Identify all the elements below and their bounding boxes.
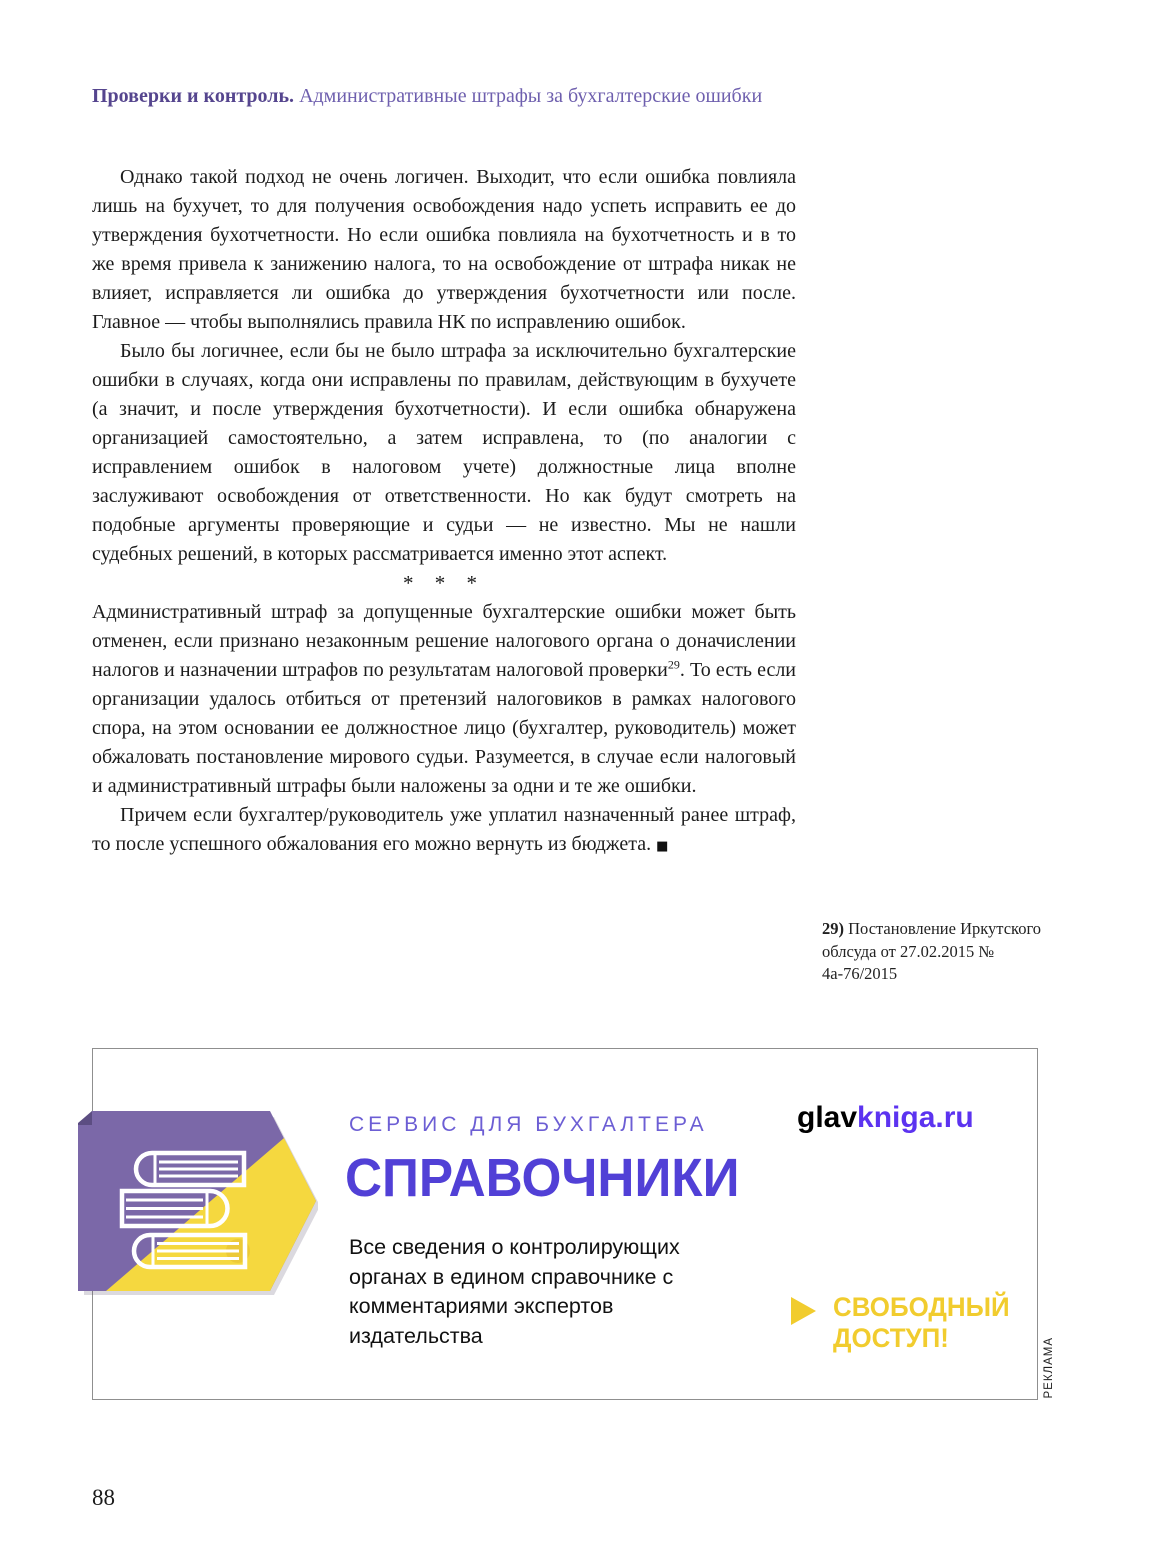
- paragraph-text: Причем если бухгалтер/руководитель уже уплатил назначенный ранее штраф, то после успешного обжалования его можно вернуть из бюджета.: [92, 804, 796, 855]
- paragraph-text: Административный штраф за допущенные бухгалтерские ошибки может быть отменен, если признано незаконным решение налогового органа о доначислении налогов и назначении штрафов по результатам налоговой проверки: [92, 601, 796, 681]
- article-end-mark-icon: ■: [656, 839, 669, 854]
- section-separator: * * *: [403, 571, 485, 595]
- play-icon: [791, 1297, 816, 1325]
- paragraph: Однако такой подход не очень логичен. Выходит, что если ошибка повлияла лишь на бухучет, то для получения освобождения надо успеть исправить ее до утверждения бухотчетности. Но если ошибка повлияла на бухотчетность и в то же время привела к занижению налога, то на освобождение от штрафа никак не влияет, исправляется ли ошибка до утверждения бухотчетности или после. Главное — чтобы выполнялись правила НК по исправлению ошибок.: [92, 166, 796, 333]
- books-stack-icon: [78, 1105, 318, 1295]
- article-title: Административные штрафы за бухгалтерские ошибки: [299, 85, 763, 107]
- ad-description: Все сведения о контролирующих органах в едином справочнике с комментариями экспертов издательства: [349, 1235, 680, 1348]
- page-number: 88: [92, 1485, 115, 1510]
- footnote-reference: 29: [667, 657, 680, 672]
- running-head: [92, 84, 1082, 108]
- paragraph: [92, 598, 796, 801]
- paragraph: Было бы логичнее, если бы не было штрафа за исключительно бухгалтерские ошибки в случаях, когда они исправлены по правилам, действующим в бухучете (а значит, и после утверждения бухотчетности). И если ошибка обнаружена организацией самостоятельно, а затем исправлена, то (по аналогии с исправлением ошибок в налоговом учете) должностные лица вполне заслуживают освобождения от ответственности. Но как будут смотреть на подобные аргументы проверяющие и судьи — не известно. Мы не нашли судебных решений, в которых рассматривается именно этот аспект.: [92, 340, 796, 565]
- free-access-label: [833, 1292, 1010, 1354]
- reklama-label: РЕКЛАМА: [1043, 1337, 1055, 1399]
- site-url[interactable]: [797, 1101, 974, 1135]
- footnote-marker: 29): [822, 919, 844, 938]
- paragraph: [92, 801, 796, 861]
- rubric-label: Проверки и контроль.: [92, 85, 295, 107]
- free-access-callout: [791, 1292, 1017, 1354]
- free-access-line1: СВОБОДНЫЙ: [833, 1292, 1010, 1322]
- footnote-text: Постановление Иркутского облсуда от 27.02.2015 № 4а-76/2015: [822, 919, 1042, 983]
- site-url-part-glav: glav: [797, 1101, 858, 1134]
- ad-banner-glavkniga[interactable]: [92, 1048, 1038, 1400]
- free-access-line2: ДОСТУП!: [833, 1323, 949, 1353]
- ad-kicker: СЕРВИС ДЛЯ БУХГАЛТЕРА: [349, 1113, 708, 1136]
- margin-footnote: [822, 918, 1064, 986]
- ad-product-title: СПРАВОЧНИКИ: [345, 1148, 740, 1208]
- site-url-part-kniga: kniga.ru: [857, 1101, 974, 1134]
- article-body: [92, 163, 796, 861]
- paragraph-text: . То есть если организации удалось отбиться от претензий налоговиков в рамках налогового спора, на этом основании ее должностное лицо (бухгалтер, руководитель) может обжаловать постановление мирового судьи. Разумеется, в случае если налоговый и административный штрафы были наложены за одни и те же ошибки.: [92, 659, 797, 797]
